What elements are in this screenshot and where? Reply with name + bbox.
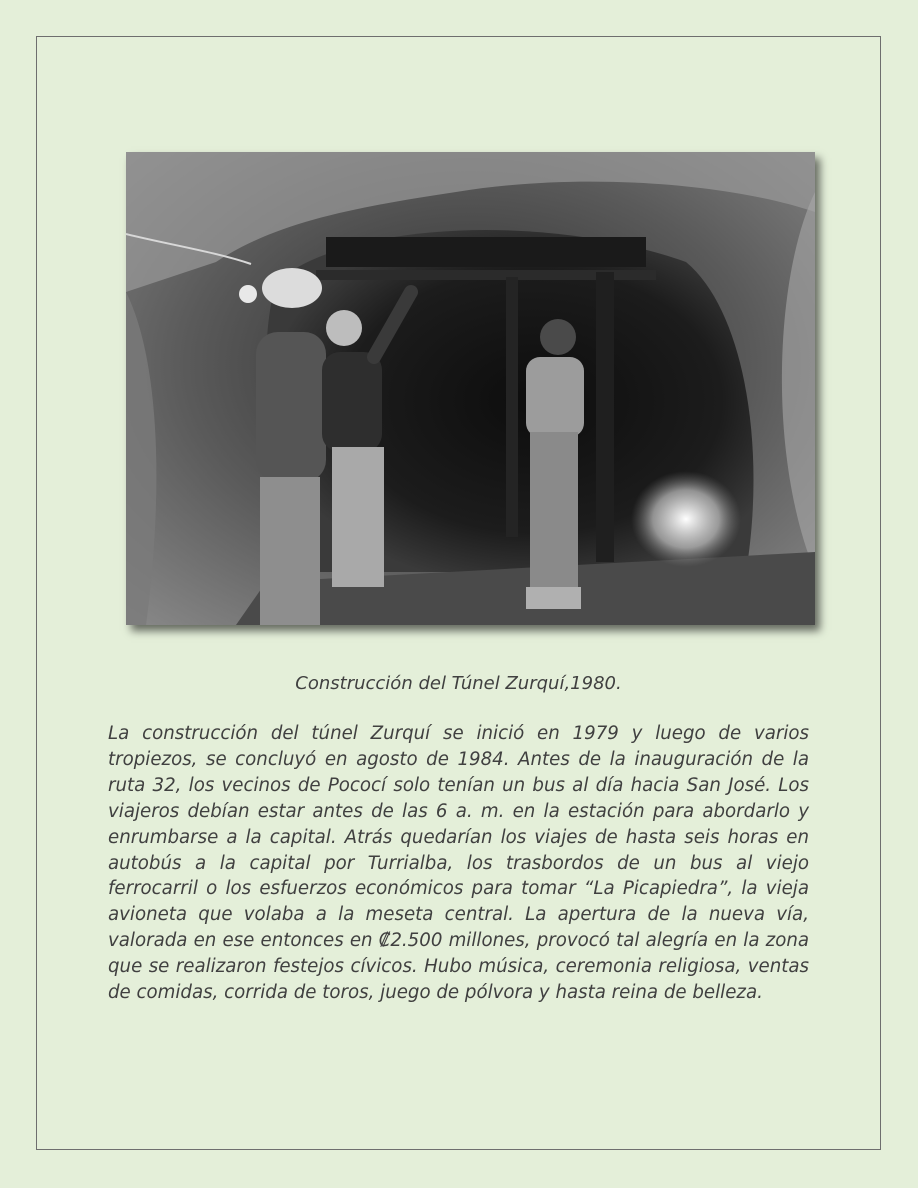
tunnel-construction-photo xyxy=(126,152,815,625)
photo-caption: Construcción del Túnel Zurquí,1980. xyxy=(295,673,622,694)
body-paragraph: La construcción del túnel Zurquí se inició en 1979 y luego de varios tropiezos, se concluyó en agosto de 1984. Antes de la inauguración de la ruta 32, los vecinos de Pococí solo tenían un bus al día hacia San José. Los viajeros debían estar antes de las 6 a. m. en la estación para abordarlo y enrumbarse a la capital. Atrás quedarían los viajes de hasta seis horas en autobús a la capital por Turrialba, los trasbordos de un bus al viejo ferrocarril o los esfuerzos económicos para tomar “La Picapiedra”, la vieja avioneta que volaba a la meseta central. La apertura de la nueva vía, valorada en ese entonces en ₡2.500 millones, provocó tal alegría en la zona que se realizaron festejos cívicos. Hubo música, ceremonia religiosa, ventas de comidas, corrida de toros, juego de pólvora y hasta reina de belleza. xyxy=(108,723,809,1004)
